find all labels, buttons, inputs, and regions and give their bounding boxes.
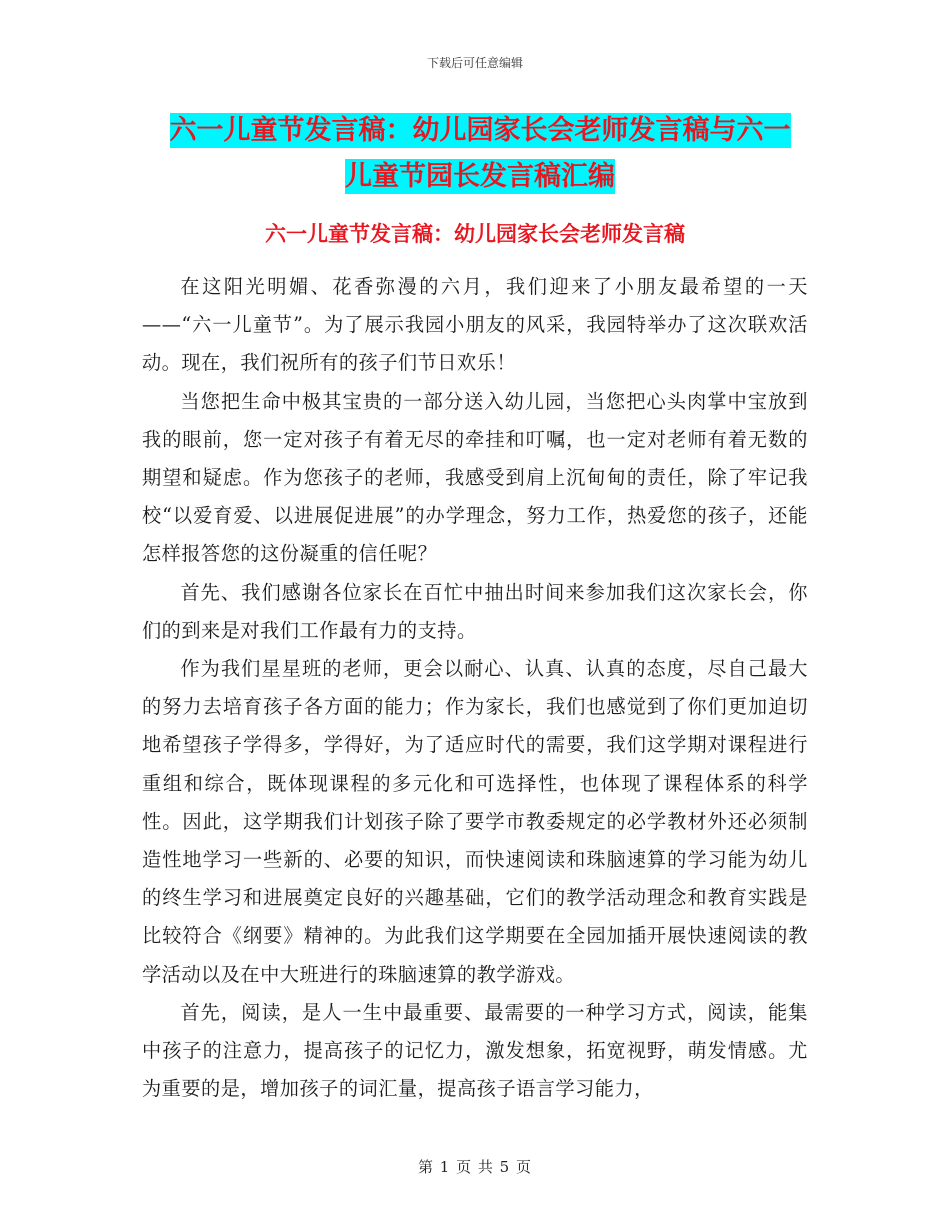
title-line-2: 儿童节园长发言稿汇编 xyxy=(345,161,615,192)
section-title: 六一儿童节发言稿：幼儿园家长会老师发言稿 xyxy=(265,222,685,246)
page-footer: 第 1 页 共 5 页 xyxy=(418,1158,532,1176)
document-title xyxy=(140,108,820,200)
title-line-1: 六一儿童节发言稿：幼儿园家长会老师发言稿与六一 xyxy=(169,115,791,146)
paragraph: 当您把生命中极其宝贵的一部分送入幼儿园，当您把心头肉掌中宝放到我的眼前，您一定对孩子有着无尽的牵挂和叮嘱，也一定对老师有着无数的期望和疑虑。作为您孩子的老师，我感受到肩上沉甸甸的责任，除了牢记我校“以爱育爱、以进展促进展”的办学理念，努力工作，热爱您的孩子，还能怎样报答您的这份凝重的信任呢？ xyxy=(142,389,808,566)
paragraph: 首先、我们感谢各位家长在百忙中抽出时间来参加我们这次家长会，你们的到来是对我们工作最有力的支持。 xyxy=(142,580,808,642)
paragraph: 作为我们星星班的老师，更会以耐心、认真、认真的态度，尽自己最大的努力去培育孩子各方面的能力；作为家长，我们也感觉到了你们更加迫切地希望孩子学得多，学得好，为了适应时代的需要，我们这学期对课程进行重组和综合，既体现课程的多元化和可选择性，也体现了课程体系的科学性。因此，这学期我们计划孩子除了要学市教委规定的必学教材外还必须制造性地学习一些新的、必要的知识，而快速阅读和珠脑速算的学习能为幼儿的终生学习和进展奠定良好的兴趣基础，它们的教学活动理念和教育实践是比较符合《纲要》精神的。为此我们这学期要在全园加插开展快速阅读的教学活动以及在中大班进行的珠脑速算的教学游戏。 xyxy=(142,657,808,986)
paragraph: 首先，阅读，是人一生中最重要、最需要的一种学习方式，阅读，能集中孩子的注意力，提高孩子的记忆力，激发想象，拓宽视野，萌发情感。尤为重要的是，增加孩子的词汇量，提高孩子语言学习能力， xyxy=(142,1000,808,1101)
body-text xyxy=(142,268,808,1108)
paragraph: 在这阳光明媚、花香弥漫的六月，我们迎来了小朋友最希望的一天——“六一儿童节”。为了展示我园小朋友的风采，我园特举办了这次联欢活动。现在，我们祝所有的孩子们节日欢乐！ xyxy=(142,275,808,375)
header-note: 下载后可任意编辑 xyxy=(426,56,523,70)
